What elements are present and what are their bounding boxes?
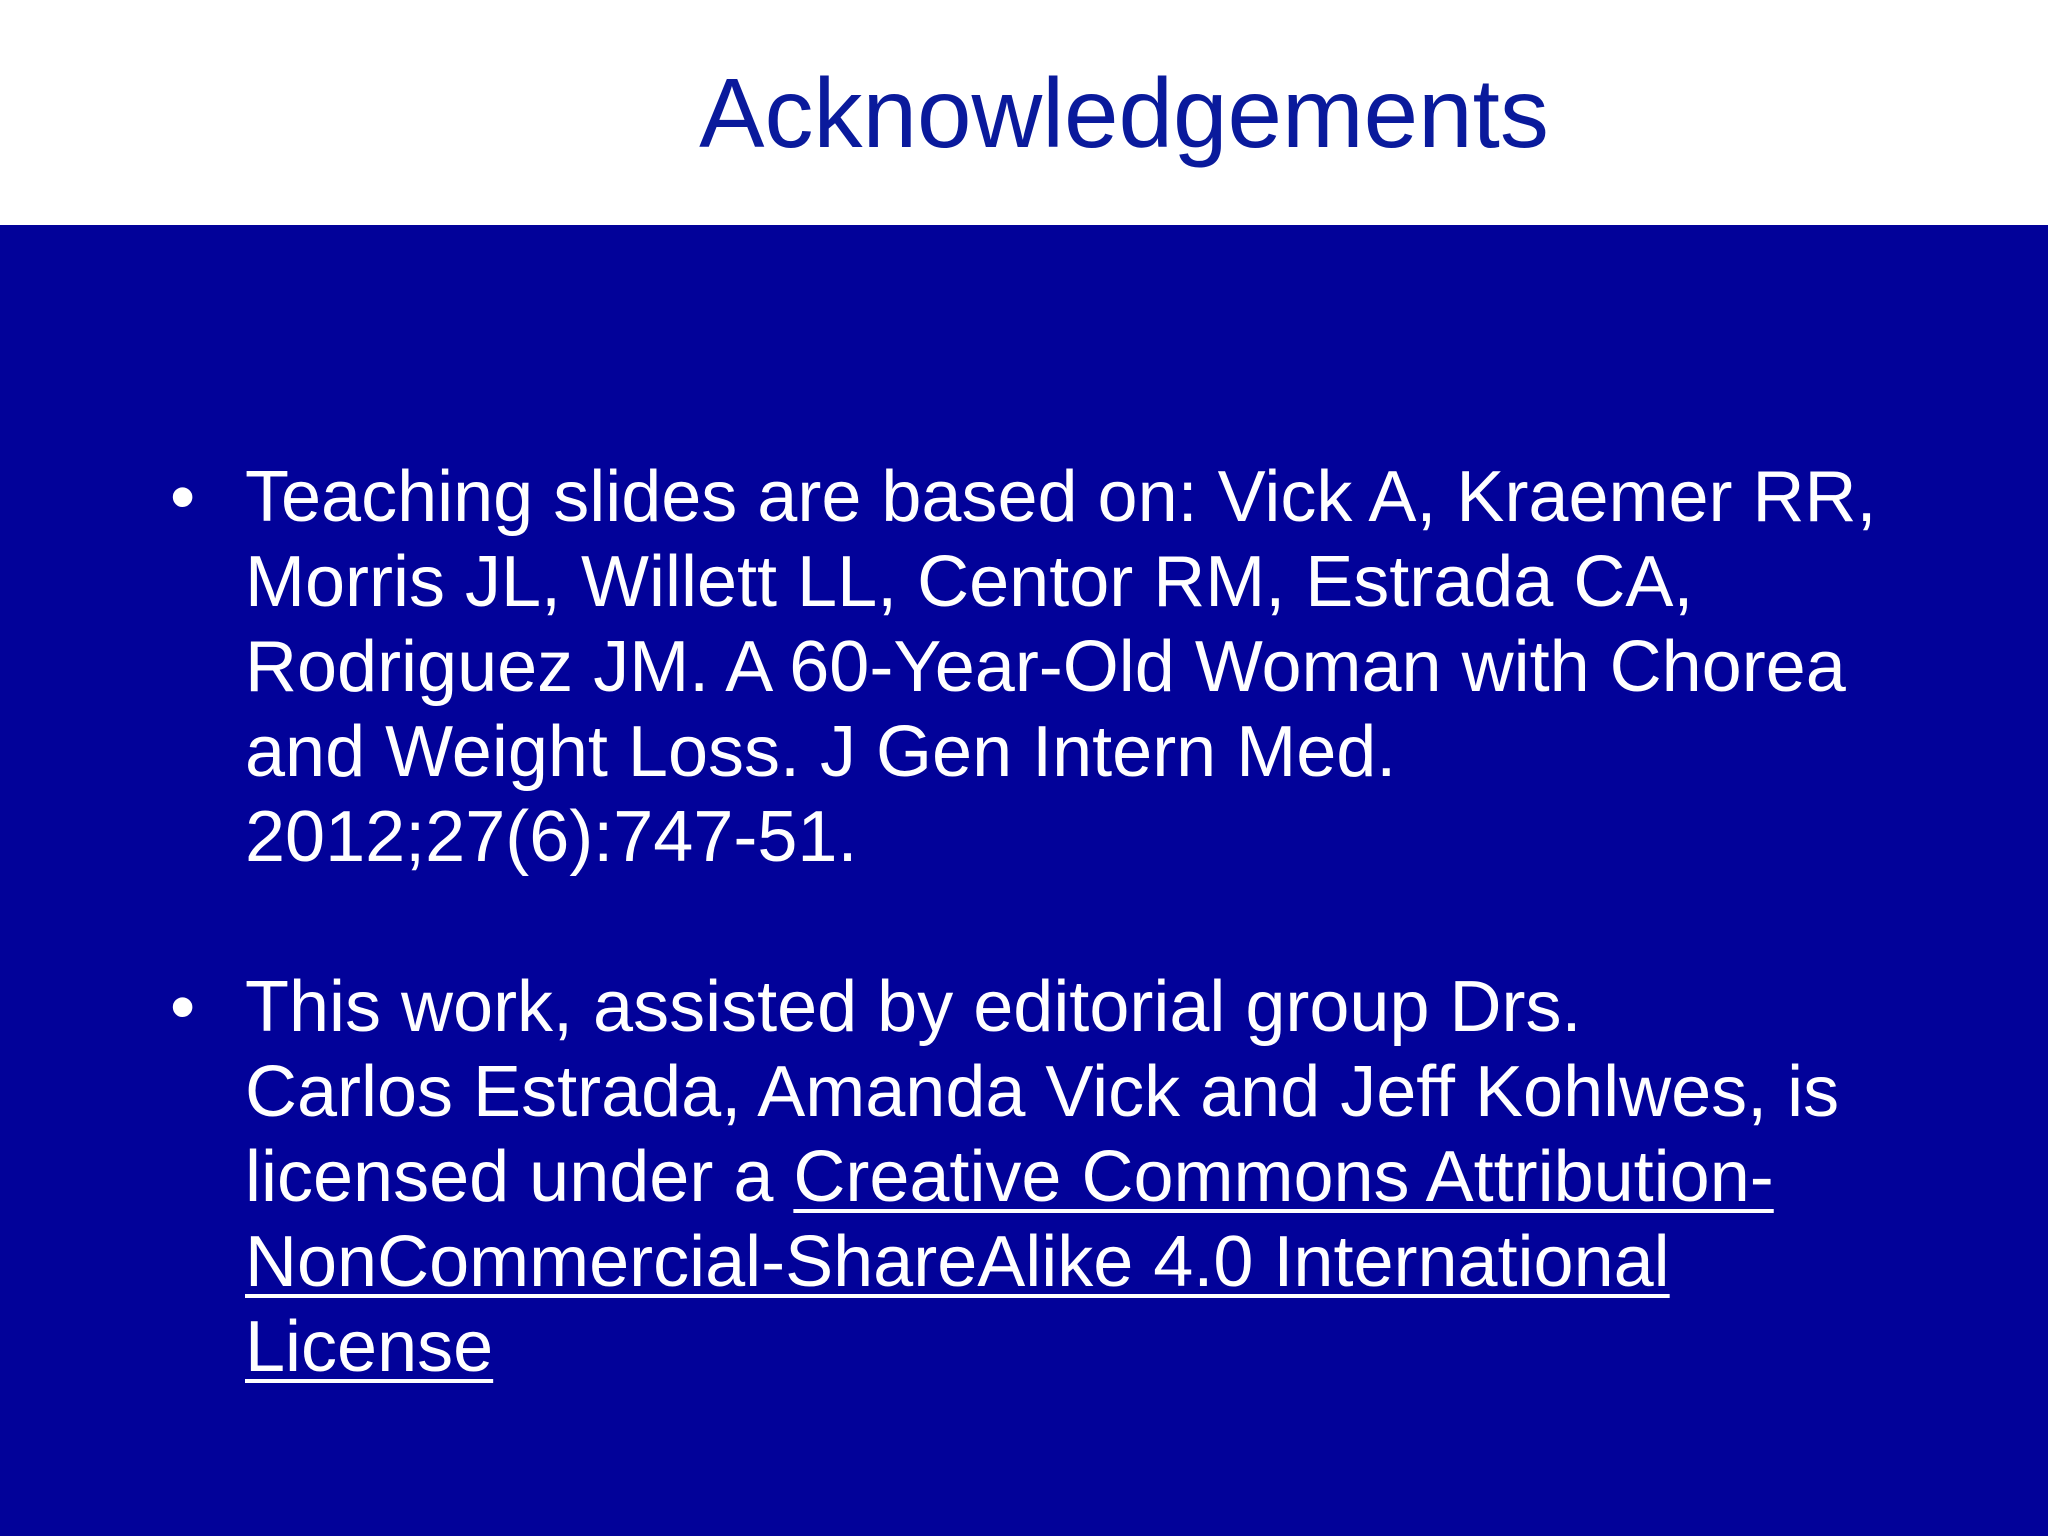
license-text-line: This work, assisted by editorial group Drs. bbox=[245, 967, 1582, 1047]
acknowledgement-bullet-license bbox=[170, 965, 1890, 1390]
slide-body bbox=[170, 455, 1890, 1390]
creative-commons-license-link[interactable]: Creative Commons Attribution- bbox=[793, 1137, 1774, 1217]
license-text-line bbox=[245, 1135, 1890, 1220]
creative-commons-license-link-continuation[interactable]: NonCommercial-ShareAlike 4.0 International bbox=[245, 1222, 1670, 1302]
slide-header bbox=[0, 0, 2048, 225]
license-text-line: Carlos Estrada, Amanda Vick and Jeff Kohlwes, is bbox=[245, 1052, 1840, 1132]
license-lead-in: licensed under a bbox=[245, 1137, 794, 1217]
creative-commons-license-link-end[interactable]: License bbox=[245, 1307, 494, 1387]
source-citation-line: and Weight Loss. J Gen Intern Med. bbox=[245, 712, 1397, 792]
bullet-dot-icon: • bbox=[170, 967, 196, 1047]
source-citation-line: Rodriguez JM. A 60-Year-Old Woman with Chorea bbox=[245, 627, 1846, 707]
source-citation-line: 2012;27(6):747-51. bbox=[245, 797, 858, 877]
acknowledgement-bullet-source bbox=[170, 455, 1890, 880]
source-citation-line: Morris JL, Willett LL, Centor RM, Estrada CA, bbox=[245, 542, 1694, 622]
bullet-dot-icon: • bbox=[170, 457, 196, 537]
slide-title: Acknowledgements bbox=[699, 58, 1549, 168]
source-citation-line: Teaching slides are based on: Vick A, Kraemer RR, bbox=[245, 457, 1877, 537]
